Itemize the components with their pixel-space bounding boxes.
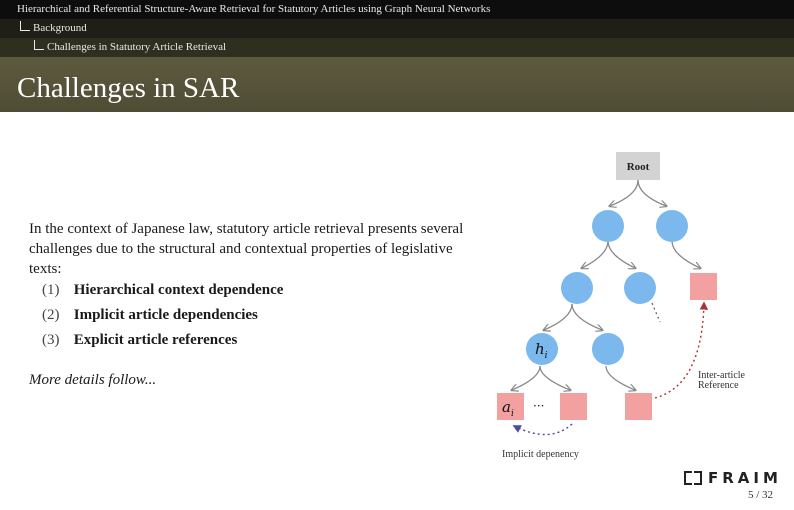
item-label: Explicit article references (73, 332, 238, 348)
ellipsis-label: ··· (533, 399, 545, 413)
list-item (42, 305, 283, 330)
implicit-dependency-label: Implicit depenency (502, 449, 579, 460)
tree-branch-icon (34, 40, 44, 50)
item-number: (1) (42, 282, 60, 298)
continuation-edge (652, 303, 660, 322)
implicit-dependency-arrow (514, 424, 572, 435)
inter-article-label-line2: Reference (698, 380, 739, 391)
item-number: (3) (42, 332, 60, 348)
item-label: Hierarchical context dependence (73, 282, 284, 298)
item-label: Implicit article dependencies (73, 307, 258, 323)
internal-node (592, 210, 624, 242)
subsection-breadcrumb (0, 38, 794, 57)
subsection-name: Challenges in Statutory Article Retrieval (47, 41, 227, 53)
h-node-label: $h_i$ (535, 340, 548, 361)
logo-bracket-icon (684, 471, 692, 485)
fraim-logo (684, 469, 780, 489)
section-breadcrumb (0, 19, 794, 38)
intro-paragraph: In the context of Japanese law, statutory article retrieval presents several challenges due to the structural and contextual properties of legislative texts: (29, 221, 464, 277)
internal-nodes (526, 210, 688, 365)
root-label: Root (626, 161, 650, 173)
more-details-note: More details follow... (29, 372, 157, 388)
leaf-node (560, 393, 587, 420)
presentation-title: Hierarchical and Referential Structure-Aware Retrieval for Statutory Articles using Graph Neural Networks (17, 3, 491, 15)
tree-branch-icon (20, 21, 30, 31)
internal-node (592, 333, 624, 365)
item-number: (2) (42, 307, 60, 323)
internal-node (561, 272, 593, 304)
inter-article-arrow (655, 303, 704, 398)
internal-node (624, 272, 656, 304)
inter-article-label-line1: Inter-article (698, 370, 745, 381)
statute-tree-diagram (480, 140, 780, 470)
section-name: Background (33, 22, 87, 34)
logo-bracket-icon (694, 471, 702, 485)
page-number: 5 / 32 (748, 489, 774, 501)
a-node-label: $a_i$ (502, 398, 514, 419)
leaf-node (690, 273, 717, 300)
challenges-list (42, 280, 283, 355)
leaf-node (625, 393, 652, 420)
list-item (42, 330, 283, 355)
logo-text: FRAIM (708, 469, 782, 487)
list-item (42, 280, 283, 305)
slide-title: Challenges in SAR (17, 72, 240, 104)
slide-title-bar (0, 57, 794, 112)
internal-node (656, 210, 688, 242)
presentation-title-bar (0, 0, 794, 19)
